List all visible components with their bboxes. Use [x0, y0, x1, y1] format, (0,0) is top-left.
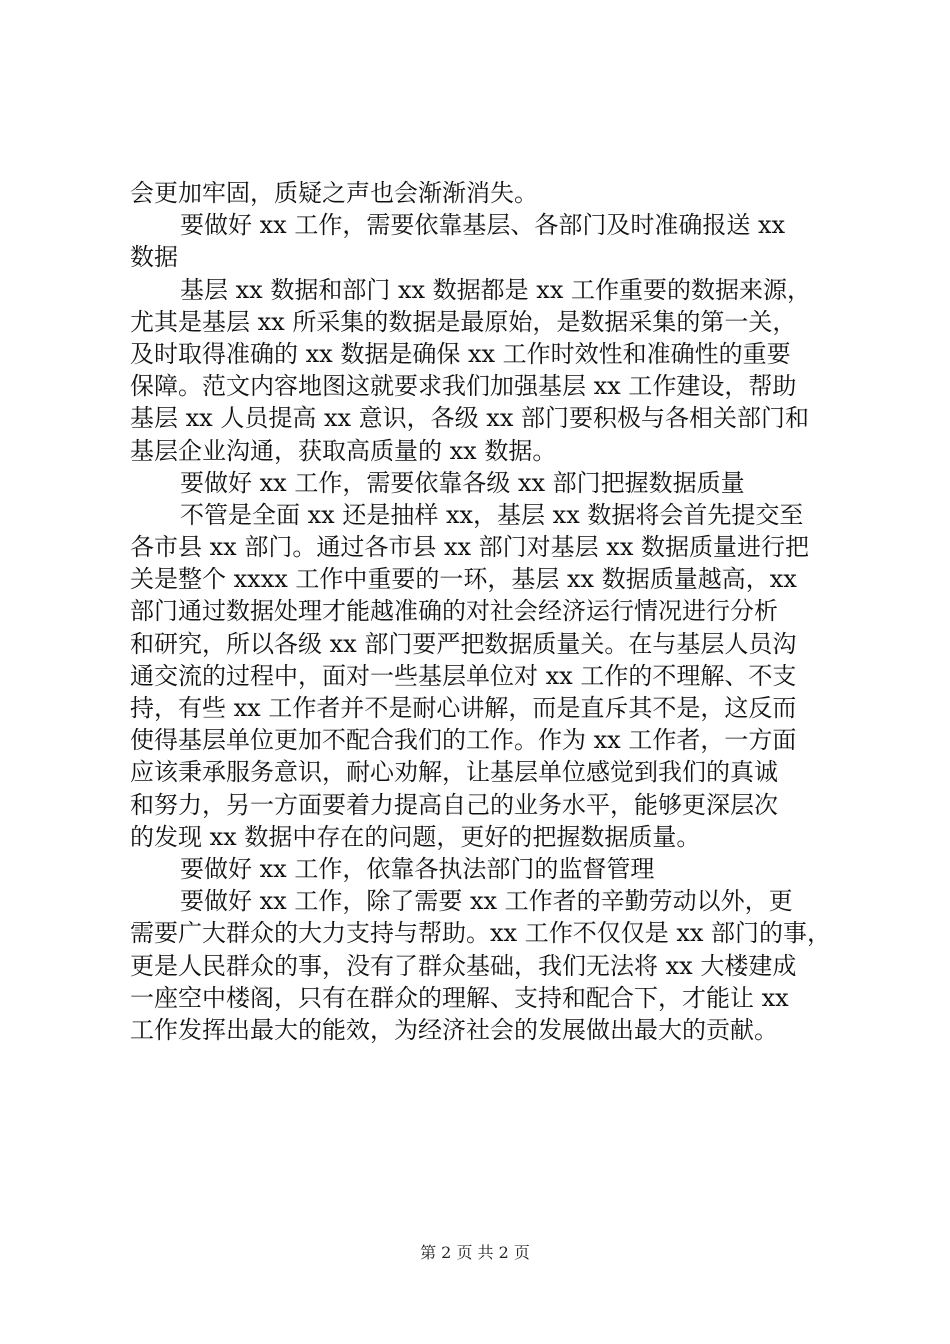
text-line: 工作发挥出最大的能效，为经济社会的发展做出最大的贡献。 [130, 1015, 778, 1044]
text-line: 基层 xx 人员提高 xx 意识，各级 xx 部门要积极与各相关部门和 [130, 404, 809, 433]
text-line: 要做好 xx 工作，需要依靠各级 xx 部门把握数据质量 [180, 468, 745, 497]
text-line: 通交流的过程中，面对一些基层单位对 xx 工作的不理解、不支 [130, 661, 797, 690]
text-line: 各市县 xx 部门。通过各市县 xx 部门对基层 xx 数据质量进行把 [130, 533, 809, 562]
text-line: 基层企业沟通，获取高质量的 xx 数据。 [130, 436, 557, 465]
text-line: 需要广大群众的大力支持与帮助。xx 工作不仅仅是 xx 部门的事， [130, 919, 832, 948]
text-line: 和研究，所以各级 xx 部门要严把数据质量关。在与基层人员沟 [130, 629, 797, 658]
text-line: 要做好 xx 工作，除了需要 xx 工作者的辛勤劳动以外，更 [180, 887, 793, 916]
text-line: 使得基层单位更加不配合我们的工作。作为 xx 工作者，一方面 [130, 726, 797, 755]
text-line: 和努力，另一方面要着力提高自己的业务水平，能够更深层次 [130, 790, 778, 819]
text-line: 及时取得准确的 xx 数据是确保 xx 工作时效性和准确性的重要 [130, 339, 791, 368]
document-body [130, 177, 835, 1046]
text-line: 要做好 xx 工作，依靠各执法部门的监督管理 [180, 854, 655, 883]
text-line: 会更加牢固，质疑之声也会渐渐消失。 [130, 179, 538, 207]
page-footer: 第 2 页 共 2 页 [420, 1243, 530, 1262]
text-line: 更是人民群众的事，没有了群众基础，我们无法将 xx 大楼建成 [130, 951, 797, 980]
text-line: 部门通过数据处理才能越准确的对社会经济运行情况进行分析 [130, 597, 778, 626]
text-line: 应该秉承服务意识，耐心劝解，让基层单位感觉到我们的真诚 [130, 758, 778, 787]
text-line: 要做好 xx 工作，需要依靠基层、各部门及时准确报送 xx [180, 211, 786, 240]
text-line: 的发现 xx 数据中存在的问题，更好的把握数据质量。 [130, 822, 701, 851]
text-line: 尤其是基层 xx 所采集的数据是最原始，是数据采集的第一关， [130, 307, 797, 336]
text-line: 关是整个 xxxx 工作中重要的一环，基层 xx 数据质量越高，xx [130, 565, 797, 594]
text-line: 不管是全面 xx 还是抽样 xx，基层 xx 数据将会首先提交至 [180, 500, 804, 529]
text-line: 数据 [130, 243, 178, 272]
text-line: 一座空中楼阁，只有在群众的理解、支持和配合下，才能让 xx [130, 983, 789, 1012]
text-line: 基层 xx 数据和部门 xx 数据都是 xx 工作重要的数据来源， [180, 275, 811, 304]
text-line: 持，有些 xx 工作者并不是耐心讲解，而是直斥其不是，这反而 [130, 694, 797, 722]
text-line: 保障。范文内容地图这就要求我们加强基层 xx 工作建设，帮助 [130, 372, 797, 401]
